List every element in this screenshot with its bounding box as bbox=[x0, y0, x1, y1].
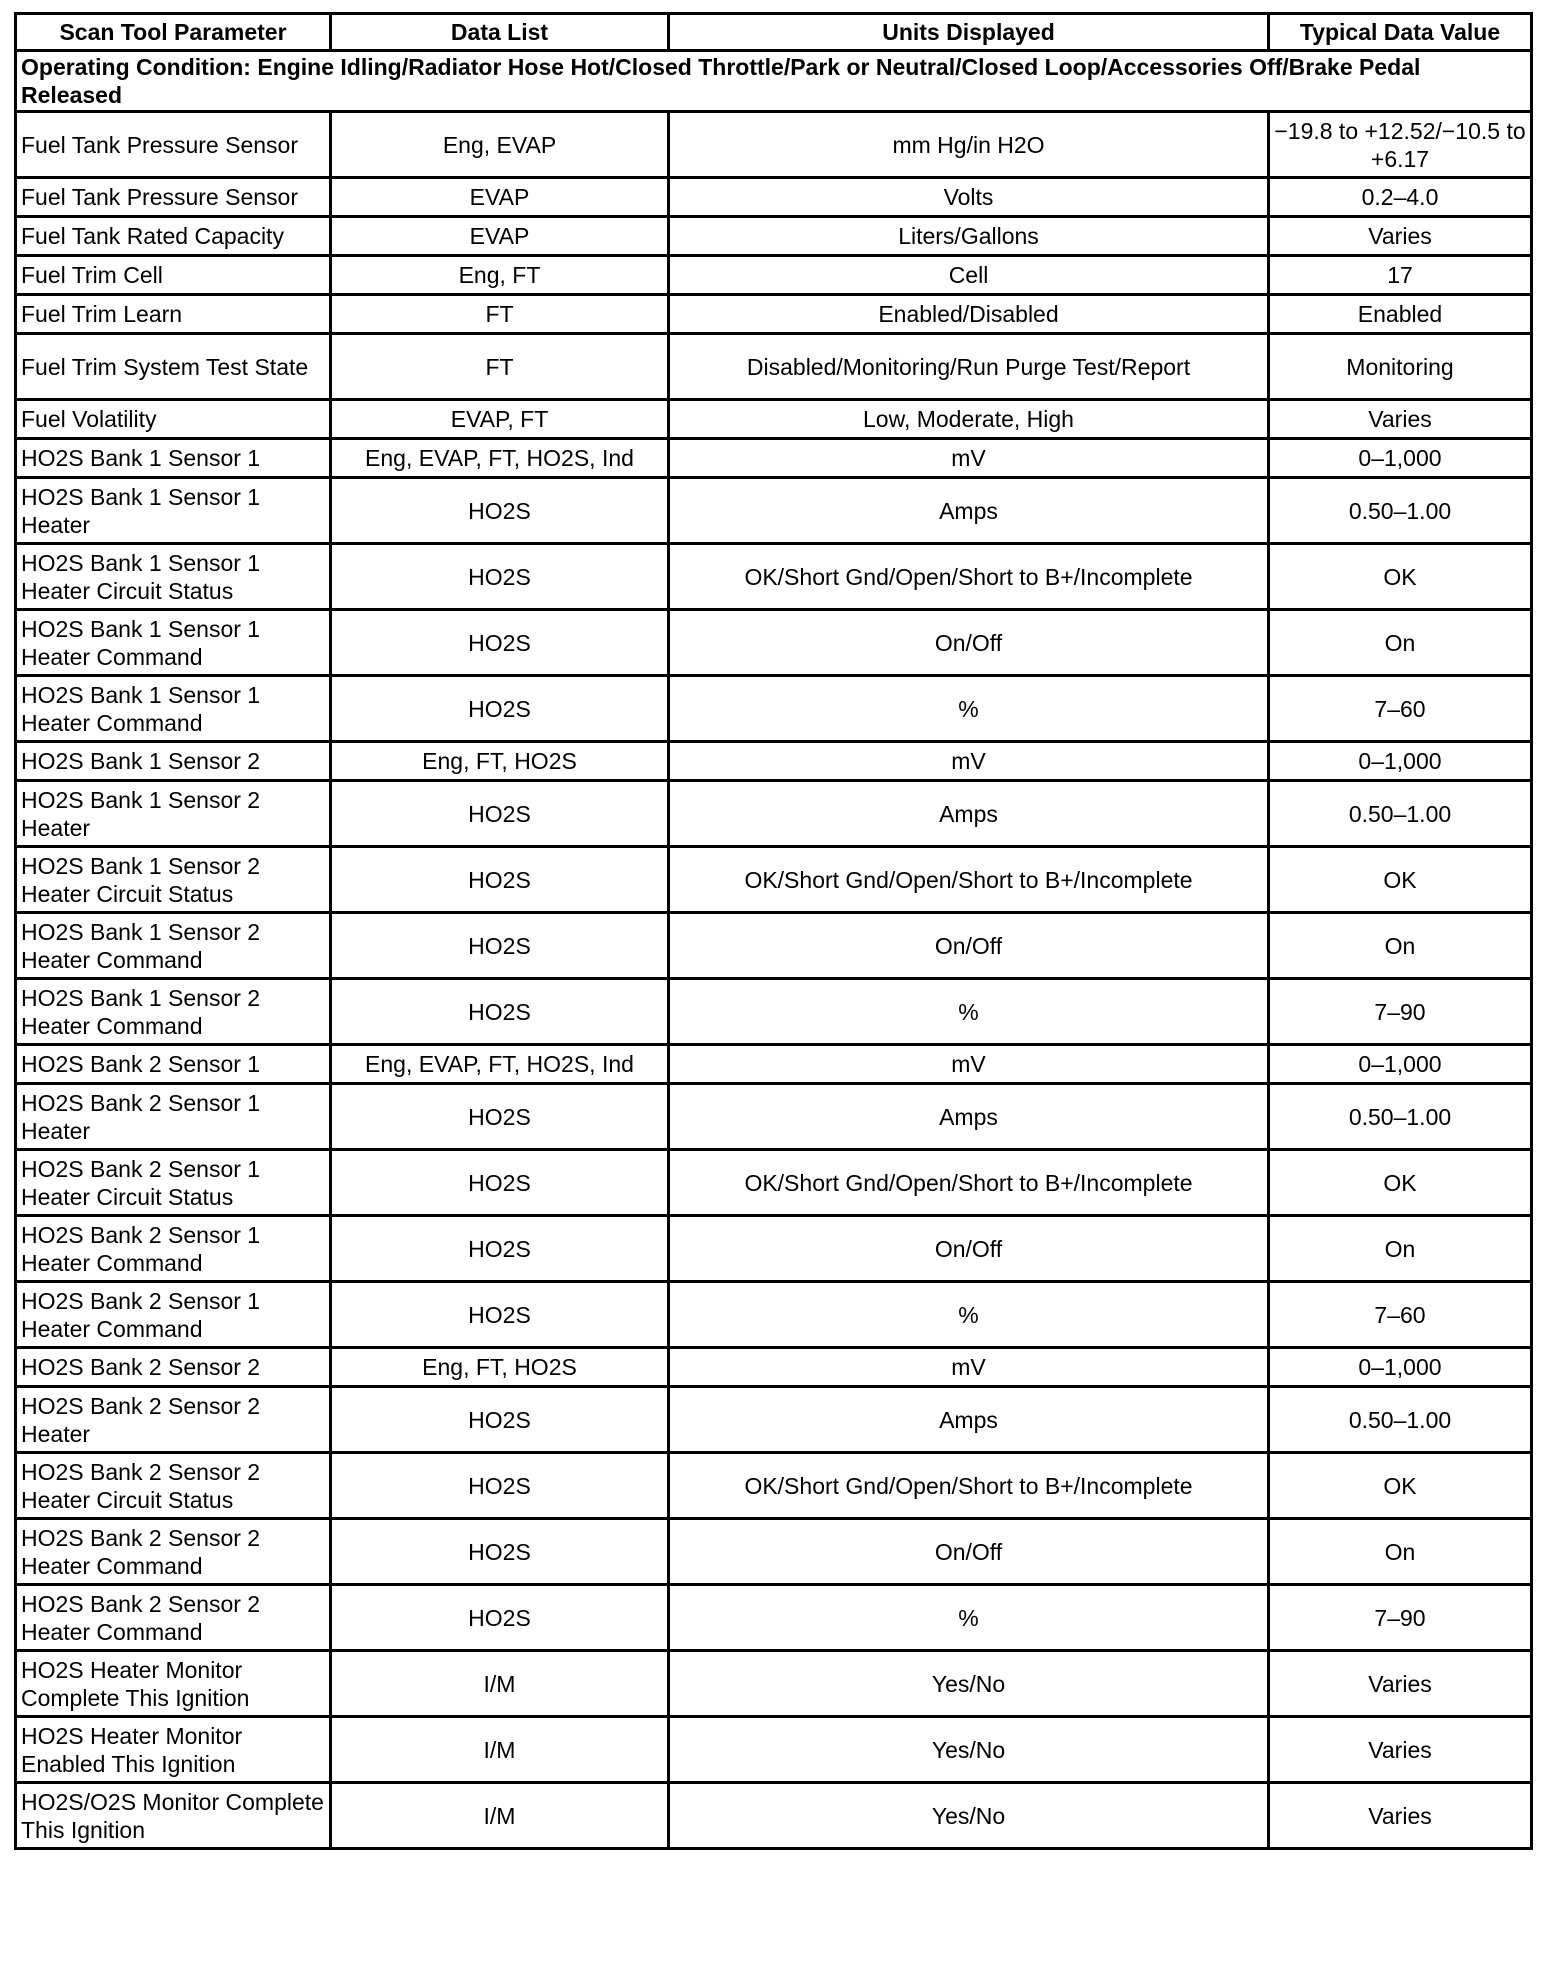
param-cell: HO2S Bank 2 Sensor 1 Heater Circuit Status bbox=[16, 1150, 331, 1216]
param-cell: HO2S Bank 1 Sensor 1 Heater Command bbox=[16, 676, 331, 742]
data-list-cell: Eng, FT, HO2S bbox=[331, 1348, 669, 1387]
table-row bbox=[16, 295, 1532, 334]
value-cell: −19.8 to +12.52/−10.5 to +6.17 bbox=[1269, 112, 1532, 178]
data-list-cell: Eng, EVAP, FT, HO2S, Ind bbox=[331, 439, 669, 478]
data-list-cell: HO2S bbox=[331, 1585, 669, 1651]
data-list-cell: I/M bbox=[331, 1651, 669, 1717]
units-cell: % bbox=[669, 979, 1269, 1045]
header-typical-data-value: Typical Data Value bbox=[1269, 14, 1532, 51]
table-row bbox=[16, 1585, 1532, 1651]
param-cell: HO2S/O2S Monitor Complete This Ignition bbox=[16, 1783, 331, 1849]
param-cell: HO2S Heater Monitor Complete This Ignition bbox=[16, 1651, 331, 1717]
units-cell: Low, Moderate, High bbox=[669, 400, 1269, 439]
units-cell: Amps bbox=[669, 478, 1269, 544]
header-scan-tool-parameter: Scan Tool Parameter bbox=[16, 14, 331, 51]
operating-condition: Operating Condition: Engine Idling/Radiator Hose Hot/Closed Throttle/Park or Neutral/Closed Loop/Accessories Off/Brake Pedal Released bbox=[16, 51, 1532, 112]
units-cell: OK/Short Gnd/Open/Short to B+/Incomplete bbox=[669, 847, 1269, 913]
value-cell: On bbox=[1269, 610, 1532, 676]
table-row bbox=[16, 439, 1532, 478]
table-row bbox=[16, 1519, 1532, 1585]
param-cell: Fuel Trim Cell bbox=[16, 256, 331, 295]
table-row bbox=[16, 1783, 1532, 1849]
table-row bbox=[16, 1282, 1532, 1348]
value-cell: Varies bbox=[1269, 1651, 1532, 1717]
param-cell: Fuel Tank Pressure Sensor bbox=[16, 112, 331, 178]
param-cell: HO2S Bank 1 Sensor 2 bbox=[16, 742, 331, 781]
header-row bbox=[16, 14, 1532, 51]
data-list-cell: HO2S bbox=[331, 1519, 669, 1585]
value-cell: Varies bbox=[1269, 217, 1532, 256]
param-cell: HO2S Bank 1 Sensor 1 Heater Circuit Status bbox=[16, 544, 331, 610]
data-list-cell: EVAP bbox=[331, 178, 669, 217]
units-cell: mV bbox=[669, 1045, 1269, 1084]
value-cell: On bbox=[1269, 1216, 1532, 1282]
table-row bbox=[16, 400, 1532, 439]
table-row bbox=[16, 1045, 1532, 1084]
units-cell: mm Hg/in H2O bbox=[669, 112, 1269, 178]
param-cell: HO2S Bank 2 Sensor 1 Heater Command bbox=[16, 1282, 331, 1348]
units-cell: Yes/No bbox=[669, 1651, 1269, 1717]
value-cell: 0.50–1.00 bbox=[1269, 1387, 1532, 1453]
data-list-cell: EVAP, FT bbox=[331, 400, 669, 439]
param-cell: HO2S Bank 1 Sensor 2 Heater Circuit Status bbox=[16, 847, 331, 913]
value-cell: 0.2–4.0 bbox=[1269, 178, 1532, 217]
units-cell: Enabled/Disabled bbox=[669, 295, 1269, 334]
value-cell: 7–90 bbox=[1269, 979, 1532, 1045]
units-cell: Amps bbox=[669, 781, 1269, 847]
param-cell: HO2S Bank 2 Sensor 2 Heater Circuit Status bbox=[16, 1453, 331, 1519]
data-list-cell: Eng, EVAP, FT, HO2S, Ind bbox=[331, 1045, 669, 1084]
table-row bbox=[16, 979, 1532, 1045]
data-list-cell: HO2S bbox=[331, 544, 669, 610]
value-cell: OK bbox=[1269, 1150, 1532, 1216]
table-row bbox=[16, 1717, 1532, 1783]
table-row bbox=[16, 1453, 1532, 1519]
value-cell: 7–60 bbox=[1269, 676, 1532, 742]
data-list-cell: HO2S bbox=[331, 610, 669, 676]
table-row bbox=[16, 610, 1532, 676]
table-row bbox=[16, 742, 1532, 781]
param-cell: HO2S Bank 2 Sensor 2 Heater bbox=[16, 1387, 331, 1453]
value-cell: 0–1,000 bbox=[1269, 1348, 1532, 1387]
param-cell: HO2S Bank 2 Sensor 1 Heater Command bbox=[16, 1216, 331, 1282]
units-cell: Disabled/Monitoring/Run Purge Test/Report bbox=[669, 334, 1269, 400]
value-cell: 0.50–1.00 bbox=[1269, 478, 1532, 544]
param-cell: HO2S Bank 1 Sensor 1 Heater Command bbox=[16, 610, 331, 676]
units-cell: Yes/No bbox=[669, 1717, 1269, 1783]
units-cell: On/Off bbox=[669, 913, 1269, 979]
table-row bbox=[16, 334, 1532, 400]
table-row bbox=[16, 544, 1532, 610]
table-row bbox=[16, 178, 1532, 217]
scan-tool-data-table bbox=[14, 12, 1533, 1850]
table-row bbox=[16, 1150, 1532, 1216]
value-cell: Varies bbox=[1269, 400, 1532, 439]
value-cell: 0.50–1.00 bbox=[1269, 1084, 1532, 1150]
table-row bbox=[16, 1651, 1532, 1717]
param-cell: HO2S Bank 1 Sensor 2 Heater Command bbox=[16, 979, 331, 1045]
data-list-cell: I/M bbox=[331, 1783, 669, 1849]
param-cell: Fuel Trim Learn bbox=[16, 295, 331, 334]
param-cell: HO2S Bank 1 Sensor 2 Heater Command bbox=[16, 913, 331, 979]
value-cell: OK bbox=[1269, 544, 1532, 610]
value-cell: 0–1,000 bbox=[1269, 742, 1532, 781]
data-list-cell: HO2S bbox=[331, 1216, 669, 1282]
param-cell: HO2S Bank 2 Sensor 1 bbox=[16, 1045, 331, 1084]
table-row bbox=[16, 913, 1532, 979]
table-row bbox=[16, 217, 1532, 256]
param-cell: HO2S Bank 1 Sensor 2 Heater bbox=[16, 781, 331, 847]
table-row bbox=[16, 847, 1532, 913]
table-row bbox=[16, 1216, 1532, 1282]
units-cell: Liters/Gallons bbox=[669, 217, 1269, 256]
units-cell: % bbox=[669, 1282, 1269, 1348]
data-list-cell: EVAP bbox=[331, 217, 669, 256]
table-row bbox=[16, 478, 1532, 544]
value-cell: Varies bbox=[1269, 1783, 1532, 1849]
value-cell: Enabled bbox=[1269, 295, 1532, 334]
units-cell: % bbox=[669, 676, 1269, 742]
value-cell: On bbox=[1269, 1519, 1532, 1585]
units-cell: Amps bbox=[669, 1387, 1269, 1453]
value-cell: OK bbox=[1269, 1453, 1532, 1519]
value-cell: 7–90 bbox=[1269, 1585, 1532, 1651]
data-list-cell: FT bbox=[331, 334, 669, 400]
table-row bbox=[16, 112, 1532, 178]
units-cell: % bbox=[669, 1585, 1269, 1651]
value-cell: 0.50–1.00 bbox=[1269, 781, 1532, 847]
operating-condition-row bbox=[16, 51, 1532, 112]
data-list-cell: HO2S bbox=[331, 478, 669, 544]
data-list-cell: HO2S bbox=[331, 1084, 669, 1150]
param-cell: HO2S Bank 1 Sensor 1 Heater bbox=[16, 478, 331, 544]
param-cell: HO2S Bank 2 Sensor 2 Heater Command bbox=[16, 1519, 331, 1585]
value-cell: Varies bbox=[1269, 1717, 1532, 1783]
header-data-list: Data List bbox=[331, 14, 669, 51]
value-cell: 0–1,000 bbox=[1269, 1045, 1532, 1084]
param-cell: Fuel Tank Rated Capacity bbox=[16, 217, 331, 256]
param-cell: Fuel Trim System Test State bbox=[16, 334, 331, 400]
table-row bbox=[16, 1348, 1532, 1387]
units-cell: OK/Short Gnd/Open/Short to B+/Incomplete bbox=[669, 1150, 1269, 1216]
units-cell: On/Off bbox=[669, 1519, 1269, 1585]
data-list-cell: HO2S bbox=[331, 1387, 669, 1453]
param-cell: Fuel Tank Pressure Sensor bbox=[16, 178, 331, 217]
units-cell: mV bbox=[669, 1348, 1269, 1387]
header-units-displayed: Units Displayed bbox=[669, 14, 1269, 51]
data-list-cell: HO2S bbox=[331, 1453, 669, 1519]
param-cell: HO2S Bank 2 Sensor 1 Heater bbox=[16, 1084, 331, 1150]
param-cell: HO2S Bank 2 Sensor 2 bbox=[16, 1348, 331, 1387]
data-list-cell: HO2S bbox=[331, 676, 669, 742]
value-cell: Monitoring bbox=[1269, 334, 1532, 400]
table-row bbox=[16, 1387, 1532, 1453]
units-cell: Volts bbox=[669, 178, 1269, 217]
units-cell: Cell bbox=[669, 256, 1269, 295]
units-cell: Amps bbox=[669, 1084, 1269, 1150]
units-cell: Yes/No bbox=[669, 1783, 1269, 1849]
data-list-cell: HO2S bbox=[331, 1150, 669, 1216]
value-cell: 0–1,000 bbox=[1269, 439, 1532, 478]
data-list-cell: HO2S bbox=[331, 781, 669, 847]
units-cell: mV bbox=[669, 439, 1269, 478]
value-cell: 17 bbox=[1269, 256, 1532, 295]
data-list-cell: FT bbox=[331, 295, 669, 334]
units-cell: On/Off bbox=[669, 610, 1269, 676]
table-row bbox=[16, 1084, 1532, 1150]
units-cell: On/Off bbox=[669, 1216, 1269, 1282]
param-cell: HO2S Bank 1 Sensor 1 bbox=[16, 439, 331, 478]
data-list-cell: I/M bbox=[331, 1717, 669, 1783]
value-cell: OK bbox=[1269, 847, 1532, 913]
units-cell: mV bbox=[669, 742, 1269, 781]
units-cell: OK/Short Gnd/Open/Short to B+/Incomplete bbox=[669, 544, 1269, 610]
table-row bbox=[16, 781, 1532, 847]
table-row bbox=[16, 256, 1532, 295]
value-cell: On bbox=[1269, 913, 1532, 979]
value-cell: 7–60 bbox=[1269, 1282, 1532, 1348]
data-list-cell: HO2S bbox=[331, 847, 669, 913]
data-list-cell: Eng, EVAP bbox=[331, 112, 669, 178]
data-list-cell: HO2S bbox=[331, 979, 669, 1045]
param-cell: HO2S Heater Monitor Enabled This Ignition bbox=[16, 1717, 331, 1783]
data-list-cell: HO2S bbox=[331, 1282, 669, 1348]
param-cell: HO2S Bank 2 Sensor 2 Heater Command bbox=[16, 1585, 331, 1651]
data-list-cell: HO2S bbox=[331, 913, 669, 979]
data-list-cell: Eng, FT bbox=[331, 256, 669, 295]
param-cell: Fuel Volatility bbox=[16, 400, 331, 439]
units-cell: OK/Short Gnd/Open/Short to B+/Incomplete bbox=[669, 1453, 1269, 1519]
data-list-cell: Eng, FT, HO2S bbox=[331, 742, 669, 781]
table-row bbox=[16, 676, 1532, 742]
